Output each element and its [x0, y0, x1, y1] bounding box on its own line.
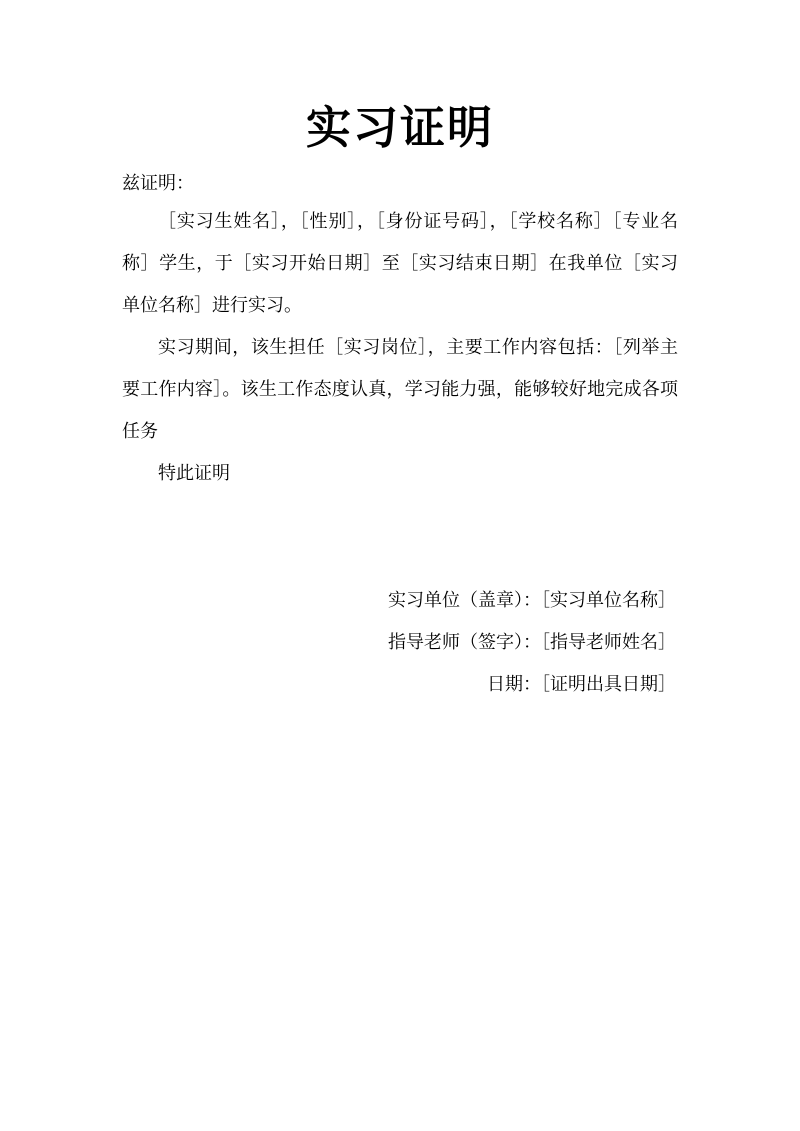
signature-block — [388, 580, 676, 706]
paragraph-closing: 特此证明 — [158, 463, 230, 484]
paragraph-intern-info: ［实习生姓名］，［性别］，［身份证号码］，［学校名称］［专业名称］学生，于［实习开始日期］至［实习结束日期］在我单位［实习单位名称］进行实习。 — [122, 211, 678, 316]
paragraph-work-content: 实习期间，该生担任［实习岗位］，主要工作内容包括：［列举主要工作内容］。该生工作态度认真，学习能力强，能够较好地完成各项任务 — [122, 337, 678, 442]
salutation: 兹证明： — [122, 173, 194, 194]
document-title: 实习证明 — [305, 101, 494, 154]
signature-mentor: 指导老师（签字）：［指导老师姓名］ — [388, 632, 676, 653]
signature-unit: 实习单位（盖章）：［实习单位名称］ — [388, 590, 676, 611]
signature-date: 日期：［证明出具日期］ — [487, 674, 676, 695]
